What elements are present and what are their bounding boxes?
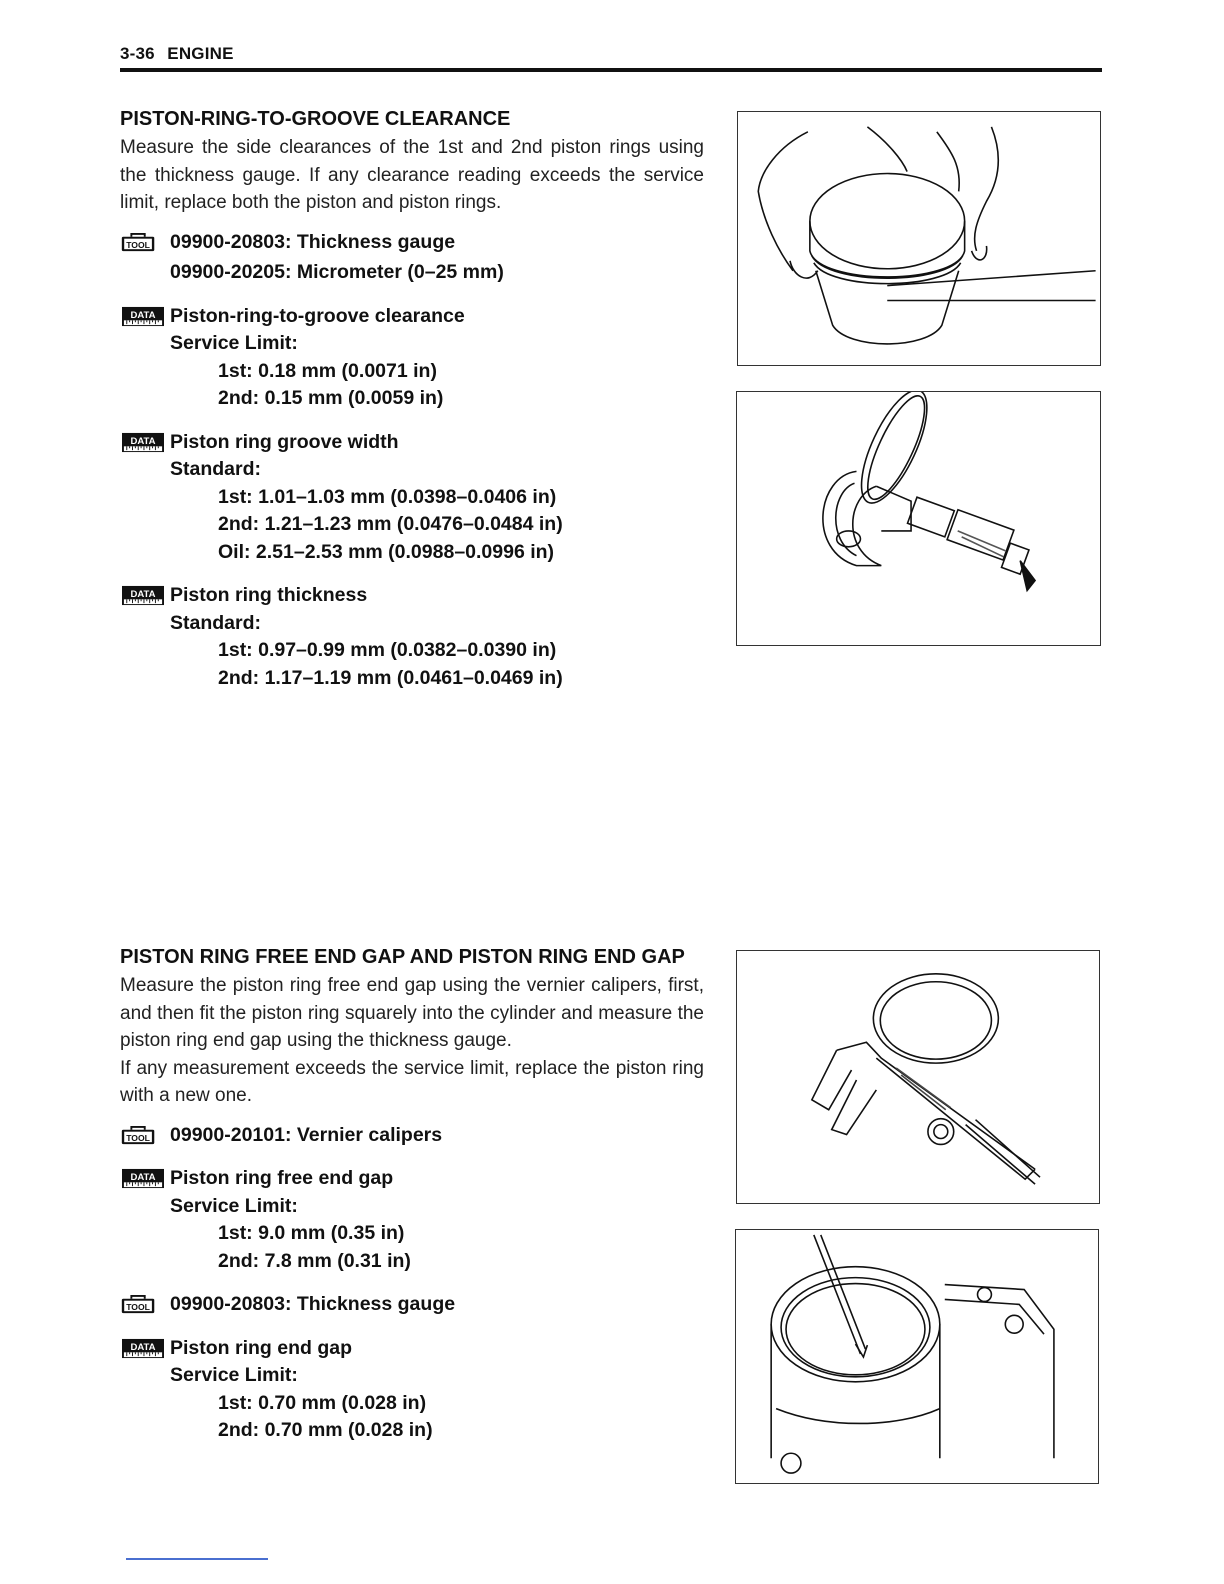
spec-row: 2nd: 7.8 mm (0.31 in) bbox=[218, 1249, 411, 1272]
spec-label: Standard: bbox=[170, 611, 262, 634]
data-icon bbox=[120, 585, 166, 606]
spec-row: 1st: 1.01–1.03 mm (0.0398–0.0406 in) bbox=[218, 485, 557, 508]
spec-row: 2nd: 0.70 mm (0.028 in) bbox=[218, 1419, 433, 1441]
svg-text:DATA: DATA bbox=[130, 1341, 156, 1353]
page-header bbox=[120, 44, 1102, 68]
section-body: If any measurement exceeds the service limit, replace the piston ring with a new one. bbox=[120, 1057, 704, 1106]
spec-row: 2nd: 0.15 mm (0.0059 in) bbox=[218, 387, 444, 409]
spec-row: 2nd: 1.21–1.23 mm (0.0476–0.0484 in) bbox=[218, 513, 563, 535]
spec-row: 1st: 0.70 mm (0.028 in) bbox=[218, 1391, 427, 1414]
section-ring-end-gap bbox=[120, 944, 704, 1445]
svg-text:DATA: DATA bbox=[130, 588, 156, 600]
data-icon bbox=[120, 432, 166, 453]
figure-piston-thickness-gauge bbox=[737, 111, 1101, 366]
section-body: Measure the piston ring free end gap using the vernier calipers, first, and then fit the piston ring squarely into the cylinder and measure the piston ring end gap using the thickness gauge. bbox=[120, 975, 704, 1051]
data-icon bbox=[120, 1338, 166, 1359]
tool-line: TOOL 09900-20101: Vernier calipers bbox=[120, 1122, 704, 1150]
tool-line: TOOL 09900-20803: Thickness gauge bbox=[120, 229, 704, 257]
tool-line: TOOL 09900-20803: Thickness gauge bbox=[120, 1291, 704, 1319]
spec-row: 1st: 0.18 mm (0.0071 in) bbox=[218, 359, 437, 382]
data-spec-name: DATA Piston-ring-to-groove clearance bbox=[120, 303, 704, 331]
data-spec-name: DATA Piston ring end gap bbox=[120, 1335, 704, 1363]
svg-text:TOOL: TOOL bbox=[126, 1301, 150, 1312]
spec-row: Oil: 2.51–2.53 mm (0.0988–0.0996 in) bbox=[218, 540, 555, 563]
data-icon bbox=[120, 306, 166, 327]
tool-line: 09900-20205: Micrometer (0–25 mm) bbox=[170, 261, 504, 283]
data-spec-name: DATA Piston ring free end gap bbox=[120, 1165, 704, 1193]
svg-text:DATA: DATA bbox=[130, 1171, 156, 1183]
data-spec-name: DATA Piston ring thickness bbox=[120, 582, 704, 610]
section-body: Measure the side clearances of the 1st and 2nd piston rings using the thickness gauge. If any clearance reading exceeds the service limit, replace both the piston and piston rings. bbox=[120, 137, 704, 213]
section-name: ENGINE bbox=[167, 44, 234, 63]
spec-row: 2nd: 1.17–1.19 mm (0.0461–0.0469 in) bbox=[218, 666, 563, 689]
section-ring-groove-clearance bbox=[120, 106, 704, 692]
spec-row: 1st: 0.97–0.99 mm (0.0382–0.0390 in) bbox=[218, 639, 557, 661]
page-number: 3-36 bbox=[120, 44, 155, 63]
spec-label: Service Limit: bbox=[170, 332, 298, 354]
section-title: PISTON-RING-TO-GROOVE CLEARANCE bbox=[120, 108, 511, 130]
figure-micrometer-ring bbox=[736, 391, 1101, 646]
svg-text:DATA: DATA bbox=[130, 435, 156, 447]
data-spec-name: DATA Piston ring groove width bbox=[120, 429, 704, 457]
svg-text:TOOL: TOOL bbox=[126, 239, 150, 250]
svg-text:DATA: DATA bbox=[130, 309, 156, 321]
spec-label: Standard: bbox=[170, 458, 262, 480]
figure-cylinder-end-gap bbox=[735, 1229, 1099, 1484]
tool-icon bbox=[120, 1294, 158, 1315]
figure-vernier-caliper-ring bbox=[736, 950, 1100, 1204]
tool-icon bbox=[120, 1125, 158, 1146]
header-rule bbox=[120, 68, 1102, 72]
data-icon bbox=[120, 1168, 166, 1189]
footer-link-line bbox=[126, 1558, 268, 1560]
spec-label: Service Limit: bbox=[170, 1194, 298, 1217]
spec-label: Service Limit: bbox=[170, 1364, 298, 1386]
tool-icon bbox=[120, 232, 158, 253]
svg-text:TOOL: TOOL bbox=[126, 1132, 150, 1143]
section-title: PISTON RING FREE END GAP AND PISTON RING END GAP bbox=[120, 946, 685, 968]
spec-row: 1st: 9.0 mm (0.35 in) bbox=[218, 1222, 405, 1244]
